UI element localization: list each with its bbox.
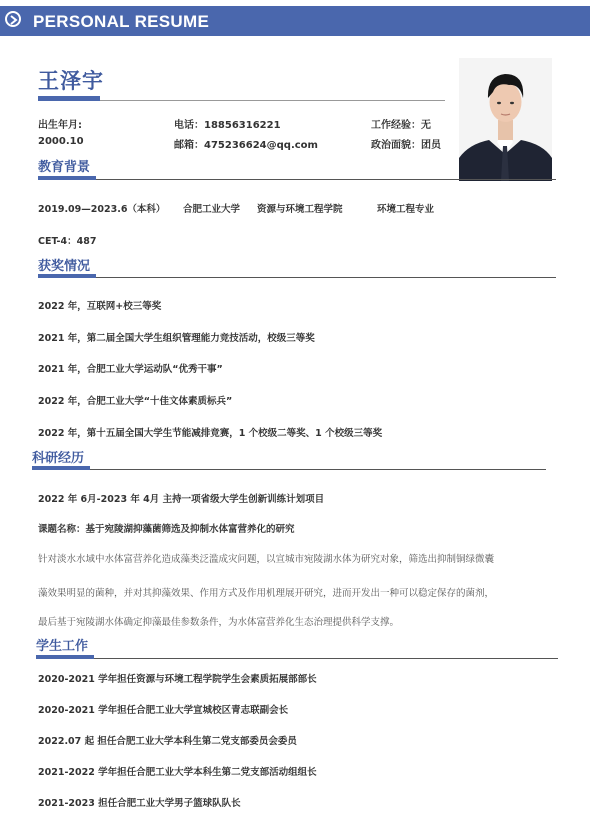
section-title-student-work: 学生工作 <box>36 639 89 654</box>
work-item: 2020-2021 学年担任合肥工业大学宣城校区青志联副会长 <box>38 705 289 716</box>
profile-photo <box>459 58 552 181</box>
research-description: 藻效果明显的菌种，并对其抑藻效果、作用方式及作用机理展开研究，进而开发出一种可以稳定保存的菌剂， <box>38 588 495 599</box>
edu-cet: CET-4：487 <box>38 236 97 247</box>
email: 邮箱：475236624@qq.com <box>174 140 318 151</box>
award-item: 2021 年，第二届全国大学生组织管理能力竞技活动，校级三等奖 <box>38 333 315 344</box>
section-divider <box>96 179 556 180</box>
work-item: 2020-2021 学年担任资源与环境工程学院学生会素质拓展部部长 <box>38 674 317 685</box>
research-headline: 2022 年 6月-2023 年 4月 主持一项省级大学生创新训练计划项目 <box>38 494 325 505</box>
edu-college: 资源与环境工程学院 <box>257 204 343 215</box>
birth-label: 出生年月: <box>38 120 82 131</box>
edu-major: 环境工程专业 <box>377 204 435 215</box>
section-divider <box>90 469 546 470</box>
research-description: 最后基于宛陵湖水体确定抑藻最佳参数条件，为水体富营养化生态治理提供科学支撑。 <box>38 617 400 628</box>
name-divider <box>100 100 445 101</box>
play-circle-icon <box>5 11 21 27</box>
birth-value: 2000.10 <box>38 136 84 147</box>
work-item: 2022.07 起 担任合肥工业大学本科生第二党支部委员会委员 <box>38 736 297 747</box>
section-accent-bar <box>36 655 94 659</box>
work-experience: 工作经验：无 <box>371 120 431 131</box>
section-accent-bar <box>32 466 90 470</box>
name-accent-bar <box>38 96 100 101</box>
header-title: PERSONAL RESUME <box>33 12 210 31</box>
award-item: 2022 年，合肥工业大学“十佳文体素质标兵” <box>38 396 233 407</box>
research-topic: 课题名称：基于宛陵湖抑藻菌筛选及抑制水体富营养化的研究 <box>38 524 295 535</box>
section-accent-bar <box>38 274 96 278</box>
work-item: 2021-2023 担任合肥工业大学男子篮球队队长 <box>38 798 241 809</box>
section-divider <box>94 658 558 659</box>
edu-school: 合肥工业大学 <box>183 204 241 215</box>
section-title-education: 教育背景 <box>38 160 91 175</box>
phone: 电话：18856316221 <box>174 120 281 131</box>
header-bar <box>0 6 590 36</box>
candidate-name: 王泽宇 <box>38 69 104 93</box>
section-title-awards: 获奖情况 <box>38 259 91 274</box>
work-item: 2021-2022 学年担任合肥工业大学本科生第二党支部活动组组长 <box>38 767 317 778</box>
section-title-research: 科研经历 <box>32 451 85 466</box>
award-item: 2022 年，互联网+校三等奖 <box>38 301 162 312</box>
research-description: 针对淡水水域中水体富营养化造成藻类泛滥成灾问题，以宣城市宛陵湖水体为研究对象，筛选出抑制铜绿微囊 <box>38 554 495 565</box>
section-accent-bar <box>38 176 96 180</box>
award-item: 2022 年，第十五届全国大学生节能减排竞赛，1 个校级二等奖、1 个校级三等奖 <box>38 428 383 439</box>
political-status: 政治面貌：团员 <box>371 140 441 151</box>
award-item: 2021 年，合肥工业大学运动队“优秀干事” <box>38 364 223 375</box>
edu-period: 2019.09—2023.6（本科） <box>38 204 166 215</box>
section-divider <box>96 277 556 278</box>
